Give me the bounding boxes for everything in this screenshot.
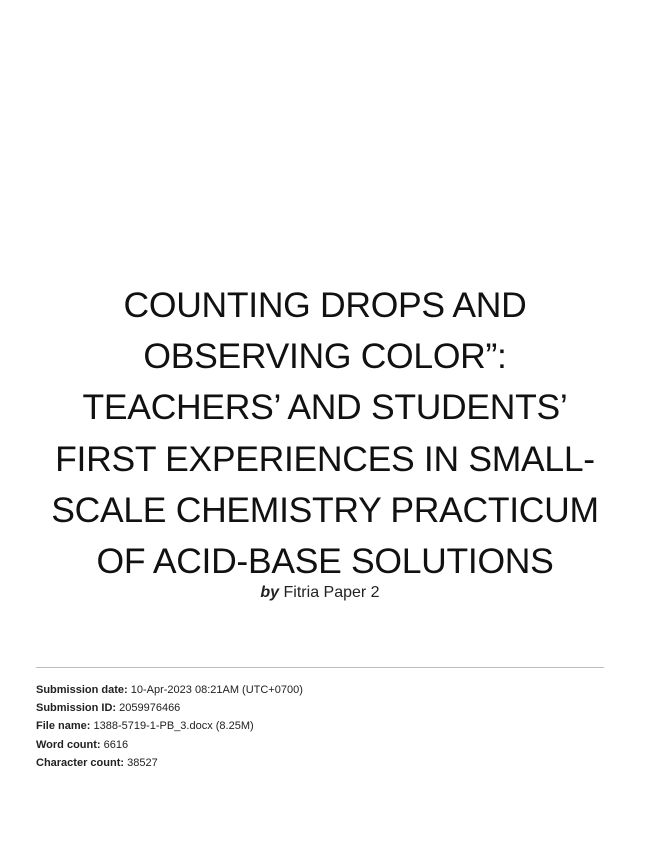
submission-id-row <box>36 699 303 717</box>
file-name-value: 1388-5719-1-PB_3.docx (8.25M) <box>93 720 254 733</box>
author-name: Fitria Paper 2 <box>283 584 380 601</box>
file-name-row <box>36 717 303 735</box>
title-line: OBSERVING COLOR”: <box>143 336 507 377</box>
word-count-label: Word count: <box>36 738 101 751</box>
divider <box>36 667 604 668</box>
submission-info <box>36 681 303 772</box>
submission-date-row <box>36 681 303 699</box>
title-line: FIRST EXPERIENCES IN SMALL- <box>55 438 595 479</box>
word-count-row <box>36 736 303 754</box>
document-title <box>20 280 630 587</box>
character-count-row <box>36 754 303 772</box>
submission-id-label: Submission ID: <box>36 702 117 715</box>
title-line: SCALE CHEMISTRY PRACTICUM <box>51 489 599 530</box>
character-count-label: Character count: <box>36 756 125 769</box>
byline-prefix: by <box>260 584 280 601</box>
title-line: OF ACID-BASE SOLUTIONS <box>96 541 554 582</box>
title-line: TEACHERS’ AND STUDENTS’ <box>82 387 568 428</box>
submission-id-value: 2059976466 <box>119 702 181 715</box>
submission-date-label: Submission date: <box>36 684 128 696</box>
character-count-value: 38527 <box>127 756 158 769</box>
file-name-label: File name: <box>36 720 91 733</box>
byline <box>0 582 640 604</box>
title-line: COUNTING DROPS AND <box>123 285 527 325</box>
submission-date-value: 10-Apr-2023 08:21AM (UTC+0700) <box>130 684 303 696</box>
word-count-value: 6616 <box>103 738 129 751</box>
